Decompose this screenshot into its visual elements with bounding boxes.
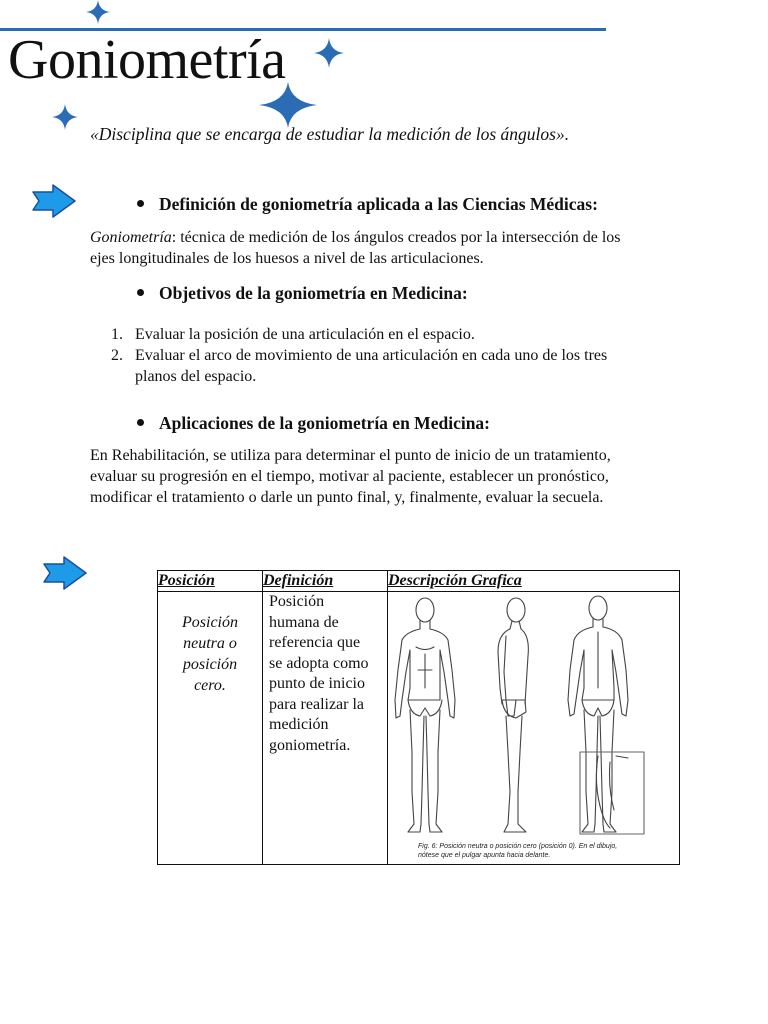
bullet-icon	[137, 419, 144, 426]
bullet-icon	[137, 289, 144, 296]
bullet-icon	[137, 200, 144, 207]
position-table	[157, 570, 680, 865]
arrow-right-icon	[31, 183, 77, 219]
column-header-definition: Definición	[263, 571, 388, 592]
side-figure	[498, 598, 528, 832]
page-title: Goniometría	[8, 29, 286, 91]
column-header-graphic: Descripción Grafica	[388, 571, 680, 592]
column-header-position: Posición	[158, 571, 263, 592]
table-row	[158, 592, 680, 865]
applications-heading: Aplicaciones de la goniometría en Medicina:	[137, 413, 490, 434]
applications-paragraph: En Rehabilitación, se utiliza para determinar el punto de inicio de un tratamiento, evaluar su progresión en el tiempo, motivar al paciente, establecer un pronóstico, modificar el tratamiento o darle un punto final, y, finalmente, evaluar la secuela.	[90, 447, 611, 506]
anatomical-figure-illustration	[388, 592, 670, 864]
list-item: 1. Evaluar la posición de una articulación en el espacio.	[111, 326, 475, 343]
figure-caption-line1: Fig. 6: Posición neutra o posición cero (posición 0). En el dibujo,	[418, 843, 618, 850]
sparkle-icon	[52, 104, 78, 130]
front-figure	[395, 598, 455, 832]
objectives-heading: Objetivos de la goniometría en Medicina:	[137, 283, 468, 304]
table-header-row	[158, 571, 680, 592]
list-item: 2. Evaluar el arco de movimiento de una articulación en cada uno de los tres planos del espacio.	[111, 347, 608, 385]
objectives-list	[111, 324, 711, 387]
sparkle-icon	[86, 0, 110, 24]
definition-term: Goniometría	[90, 229, 172, 246]
definition-paragraph: Goniometría: técnica de medición de los ángulos creados por la intersección de los ejes longitudinales de los huesos a nivel de las articulaciones.	[90, 229, 621, 267]
definition-cell: Posición humana de referencia que se adopta como punto de inicio para realizar la medición goniometría.	[263, 592, 388, 865]
arrow-right-icon	[42, 555, 88, 591]
position-cell: Posición neutra o posición cero.	[158, 592, 263, 865]
sparkle-icon	[314, 38, 344, 68]
definition-heading: Definición de goniometría aplicada a las Ciencias Médicas:	[137, 194, 598, 215]
graphic-cell	[388, 592, 680, 865]
subtitle-quote: «Disciplina que se encarga de estudiar la medición de los ángulos».	[90, 124, 570, 144]
figure-caption-line2: nótese que el pulgar apunta hacia delante.	[418, 852, 551, 859]
